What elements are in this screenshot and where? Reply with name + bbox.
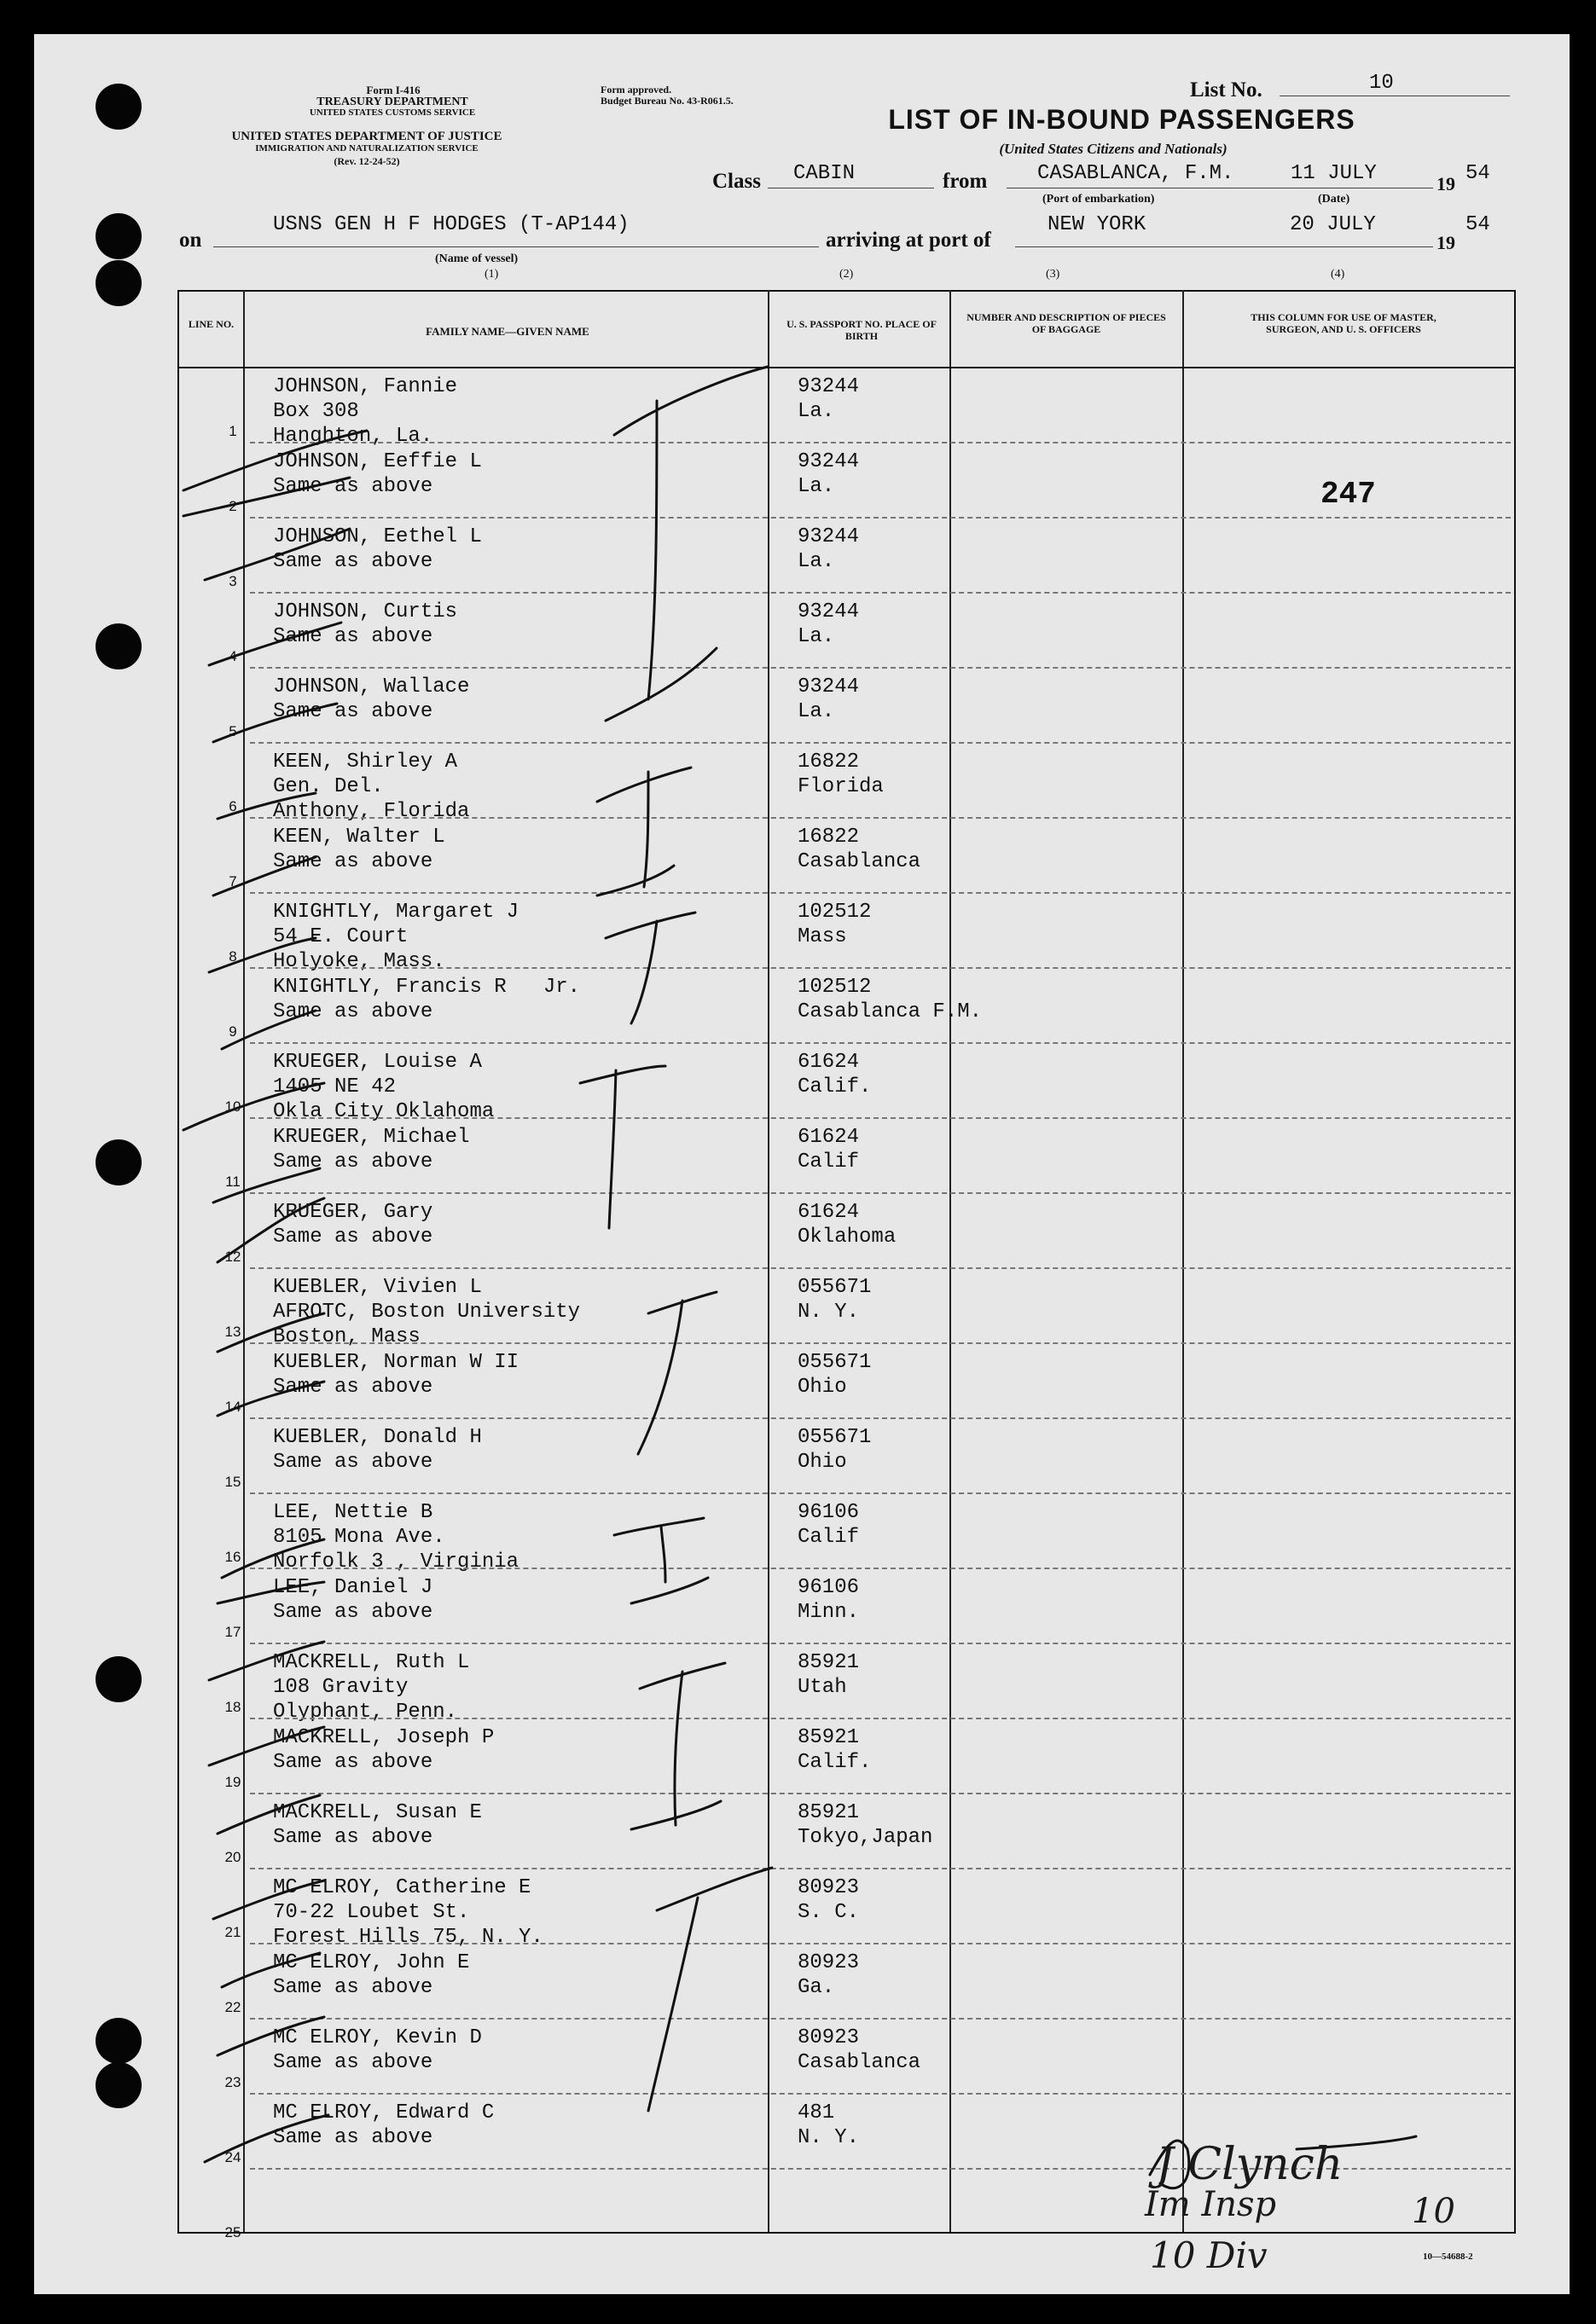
table-row: [190, 519, 1511, 594]
table-row: [190, 1944, 1511, 2020]
passport-birthplace: 16822 Casablanca: [798, 826, 921, 873]
line-number: 5: [229, 723, 237, 739]
table-row: [190, 1869, 1511, 1949]
passport-birthplace: 055671 Ohio: [798, 1351, 872, 1399]
passenger-name: JOHNSON, Curtis Same as above: [273, 600, 458, 648]
passport-birthplace: 61624 Oklahoma: [798, 1201, 897, 1249]
table-row: [190, 1644, 1511, 1724]
vessel-caption: (Name of vessel): [435, 252, 519, 265]
passport-birthplace: 102512 Casablanca F.M.: [798, 976, 983, 1023]
line-number: 19: [224, 1774, 241, 1790]
table-row: [190, 1569, 1511, 1644]
line-number: 23: [224, 2074, 241, 2090]
line-number: 16: [224, 1549, 241, 1565]
passenger-name: KRUEGER, Louise A 1405 NE 42 Okla City Oklahoma: [273, 1051, 495, 1123]
col-header-officers: THIS COLUMN FOR USE OF MASTER, SURGEON, AND U. S. OFFICERS: [1251, 311, 1436, 335]
caption-3: (3): [1046, 268, 1060, 281]
table-row: [190, 2020, 1511, 2095]
passenger-name: LEE, Daniel J Same as above: [273, 1576, 433, 1624]
binder-hole: [96, 1139, 142, 1185]
line-number: 25: [224, 2224, 241, 2240]
passenger-name: KUEBLER, Norman W II Same as above: [273, 1351, 519, 1399]
line-number: 17: [224, 1624, 241, 1640]
line-number: 4: [229, 648, 237, 664]
form-number: Form I-416: [366, 84, 421, 96]
form-revision: (Rev. 12-24-52): [334, 155, 400, 167]
line-number: 14: [224, 1399, 241, 1415]
line-number: 1: [229, 423, 237, 439]
table-row: [190, 969, 1511, 1044]
table-row: [190, 1269, 1511, 1348]
passenger-name: KRUEGER, Michael Same as above: [273, 1126, 470, 1174]
passenger-name: JOHNSON, Wallace Same as above: [273, 675, 470, 723]
arrival-port: NEW YORK: [1048, 213, 1146, 236]
line-number: 18: [224, 1699, 241, 1715]
table-row: [190, 1119, 1511, 1194]
arrival-date-rule: [1262, 246, 1433, 247]
arriving-label: arriving at port of: [826, 229, 991, 252]
binder-hole: [96, 1656, 142, 1702]
port-embark-caption: (Port of embarkation): [1042, 193, 1155, 206]
caption-2: (2): [839, 268, 854, 281]
col-header-name: FAMILY NAME—GIVEN NAME: [426, 325, 589, 338]
passenger-name: MC ELROY, Catherine E 70-22 Loubet St. Forest Hills 75, N. Y.: [273, 1876, 543, 1949]
passport-birthplace: 93244 La.: [798, 675, 860, 723]
table-row: [190, 894, 1511, 973]
passenger-name: MACKRELL, Joseph P Same as above: [273, 1726, 495, 1774]
line-number: 11: [225, 1174, 241, 1190]
passport-birthplace: 055671 N. Y.: [798, 1276, 872, 1324]
table-row: [190, 1494, 1511, 1573]
page-subtitle: (United States Citizens and Nationals): [999, 141, 1227, 157]
col-header-baggage: NUMBER AND DESCRIPTION OF PIECES OF BAGGAGE: [966, 311, 1166, 335]
line-number: 8: [229, 948, 237, 965]
passport-birthplace: 481 N. Y.: [798, 2101, 860, 2149]
table-row: [190, 819, 1511, 894]
passenger-name: KNIGHTLY, Francis R Jr. Same as above: [273, 976, 581, 1023]
passport-birthplace: 80923 Ga.: [798, 1951, 860, 1999]
budget-bureau: Budget Bureau No. 43-R061.5.: [601, 95, 734, 107]
passport-birthplace: 93244 La.: [798, 450, 860, 498]
passenger-name: LEE, Nettie B 8105 Mona Ave. Norfolk 3 , Virginia: [273, 1501, 519, 1573]
passenger-name: MACKRELL, Susan E Same as above: [273, 1801, 482, 1849]
passenger-name: MACKRELL, Ruth L 108 Gravity Olyphant, Penn.: [273, 1651, 470, 1724]
line-number: 12: [224, 1249, 241, 1265]
passenger-name: KUEBLER, Donald H Same as above: [273, 1426, 482, 1474]
passenger-name: KEEN, Shirley A Gen. Del. Anthony, Florida: [273, 751, 470, 823]
embark-year: 54: [1465, 162, 1490, 185]
department-justice: UNITED STATES DEPARTMENT OF JUSTICE: [231, 130, 502, 143]
line-number: 22: [224, 1999, 241, 2015]
line-number: 6: [229, 798, 237, 814]
passport-birthplace: 93244 La.: [798, 375, 860, 423]
footer-code: 10—54688-2: [1423, 2252, 1473, 2262]
list-number-label: List No.: [1190, 78, 1262, 101]
passport-birthplace: 96106 Minn.: [798, 1576, 860, 1624]
binder-hole: [96, 84, 142, 130]
binder-hole: [96, 260, 142, 306]
passport-birthplace: 80923 Casablanca: [798, 2026, 921, 2074]
stamp-number: 247: [1320, 477, 1376, 512]
vessel-name: USNS GEN H F HODGES (T-AP144): [273, 213, 630, 236]
arrival-year: 54: [1465, 213, 1490, 236]
officer-signature: J Clynch: [1156, 2139, 1344, 2190]
passport-birthplace: 61624 Calif: [798, 1126, 860, 1174]
department-customs: UNITED STATES CUSTOMS SERVICE: [309, 107, 476, 118]
passenger-name: MC ELROY, John E Same as above: [273, 1951, 470, 1999]
table-row: [190, 1719, 1511, 1794]
table-row: [190, 1794, 1511, 1869]
binder-hole: [96, 623, 142, 669]
line-number: 2: [229, 498, 237, 514]
embark-year-prefix: 19: [1436, 173, 1455, 194]
passenger-name: KEEN, Walter L Same as above: [273, 826, 445, 873]
line-number: 20: [224, 1849, 241, 1865]
passport-birthplace: 93244 La.: [798, 600, 860, 648]
line-number: 21: [224, 1924, 241, 1940]
passport-birthplace: 96106 Calif: [798, 1501, 860, 1549]
list-number: 10: [1369, 72, 1394, 95]
passport-birthplace: 80923 S. C.: [798, 1876, 860, 1924]
arrival-port-rule: [1015, 246, 1297, 247]
passport-birthplace: 61624 Calif.: [798, 1051, 872, 1098]
passenger-name: JOHNSON, Fannie Box 308 Hanghton, La.: [273, 375, 458, 448]
table-row: [190, 368, 1511, 448]
class-label: Class: [712, 170, 761, 193]
passport-birthplace: 16822 Florida: [798, 751, 884, 798]
arrival-year-prefix: 19: [1436, 232, 1455, 253]
table-row: [190, 1044, 1511, 1123]
table-row: [190, 1194, 1511, 1269]
table-row: [190, 443, 1511, 519]
arrival-date: 20 JULY: [1290, 213, 1376, 236]
line-number: 15: [224, 1474, 241, 1490]
form-approved: Form approved.: [601, 84, 672, 96]
passport-birthplace: 102512 Mass: [798, 901, 872, 948]
passenger-name: MC ELROY, Edward C Same as above: [273, 2101, 495, 2149]
passport-birthplace: 85921 Calif.: [798, 1726, 872, 1774]
passport-birthplace: 85921 Utah: [798, 1651, 860, 1699]
passport-birthplace: 055671 Ohio: [798, 1426, 872, 1474]
date-caption: (Date): [1318, 193, 1350, 206]
line-number: 3: [229, 573, 237, 589]
caption-1: (1): [485, 268, 499, 281]
binder-hole: [96, 213, 142, 259]
line-number: 10: [224, 1098, 241, 1115]
table-row: [190, 1344, 1511, 1419]
table-row: [190, 594, 1511, 669]
department-treasury: TREASURY DEPARTMENT: [316, 96, 468, 108]
page-title: LIST OF IN-BOUND PASSENGERS: [888, 104, 1355, 135]
binder-hole: [96, 2018, 142, 2064]
table-row: [190, 744, 1511, 823]
department-immigration: IMMIGRATION AND NATURALIZATION SERVICE: [255, 143, 479, 154]
passport-birthplace: 85921 Tokyo,Japan: [798, 1801, 933, 1849]
on-label: on: [179, 229, 202, 252]
col-header-line: LINE NO.: [188, 318, 235, 330]
line-number: 9: [229, 1023, 237, 1040]
passenger-name: MC ELROY, Kevin D Same as above: [273, 2026, 482, 2074]
passport-birthplace: 93244 La.: [798, 525, 860, 573]
officer-title: Im Insp: [1145, 2185, 1277, 2224]
line-number: 13: [224, 1324, 241, 1340]
list-mark: 10: [1412, 2192, 1455, 2231]
caption-4: (4): [1331, 268, 1345, 281]
passenger-name: JOHNSON, Eethel L Same as above: [273, 525, 482, 573]
page-mark: 10 Div: [1150, 2234, 1268, 2276]
line-number: 7: [229, 873, 237, 890]
port-of-embarkation: CASABLANCA, F.M.: [1037, 162, 1234, 185]
vessel-rule: [213, 246, 819, 247]
table-row: [190, 669, 1511, 744]
table-row: [190, 1419, 1511, 1494]
embarkation-date: 11 JULY: [1291, 162, 1377, 185]
binder-hole: [96, 2062, 142, 2108]
class-value: CABIN: [793, 162, 856, 185]
passenger-name: KRUEGER, Gary Same as above: [273, 1201, 433, 1249]
line-number: 24: [224, 2149, 241, 2165]
from-label: from: [943, 170, 988, 193]
passenger-name: KNIGHTLY, Margaret J 54 E. Court Holyoke, Mass.: [273, 901, 519, 973]
passenger-name: KUEBLER, Vivien L AFROTC, Boston University Boston, Mass: [273, 1276, 581, 1348]
col-header-passport: U. S. PASSPORT NO. PLACE OF BIRTH: [786, 318, 937, 342]
passenger-name: JOHNSON, Eeffie L Same as above: [273, 450, 482, 498]
